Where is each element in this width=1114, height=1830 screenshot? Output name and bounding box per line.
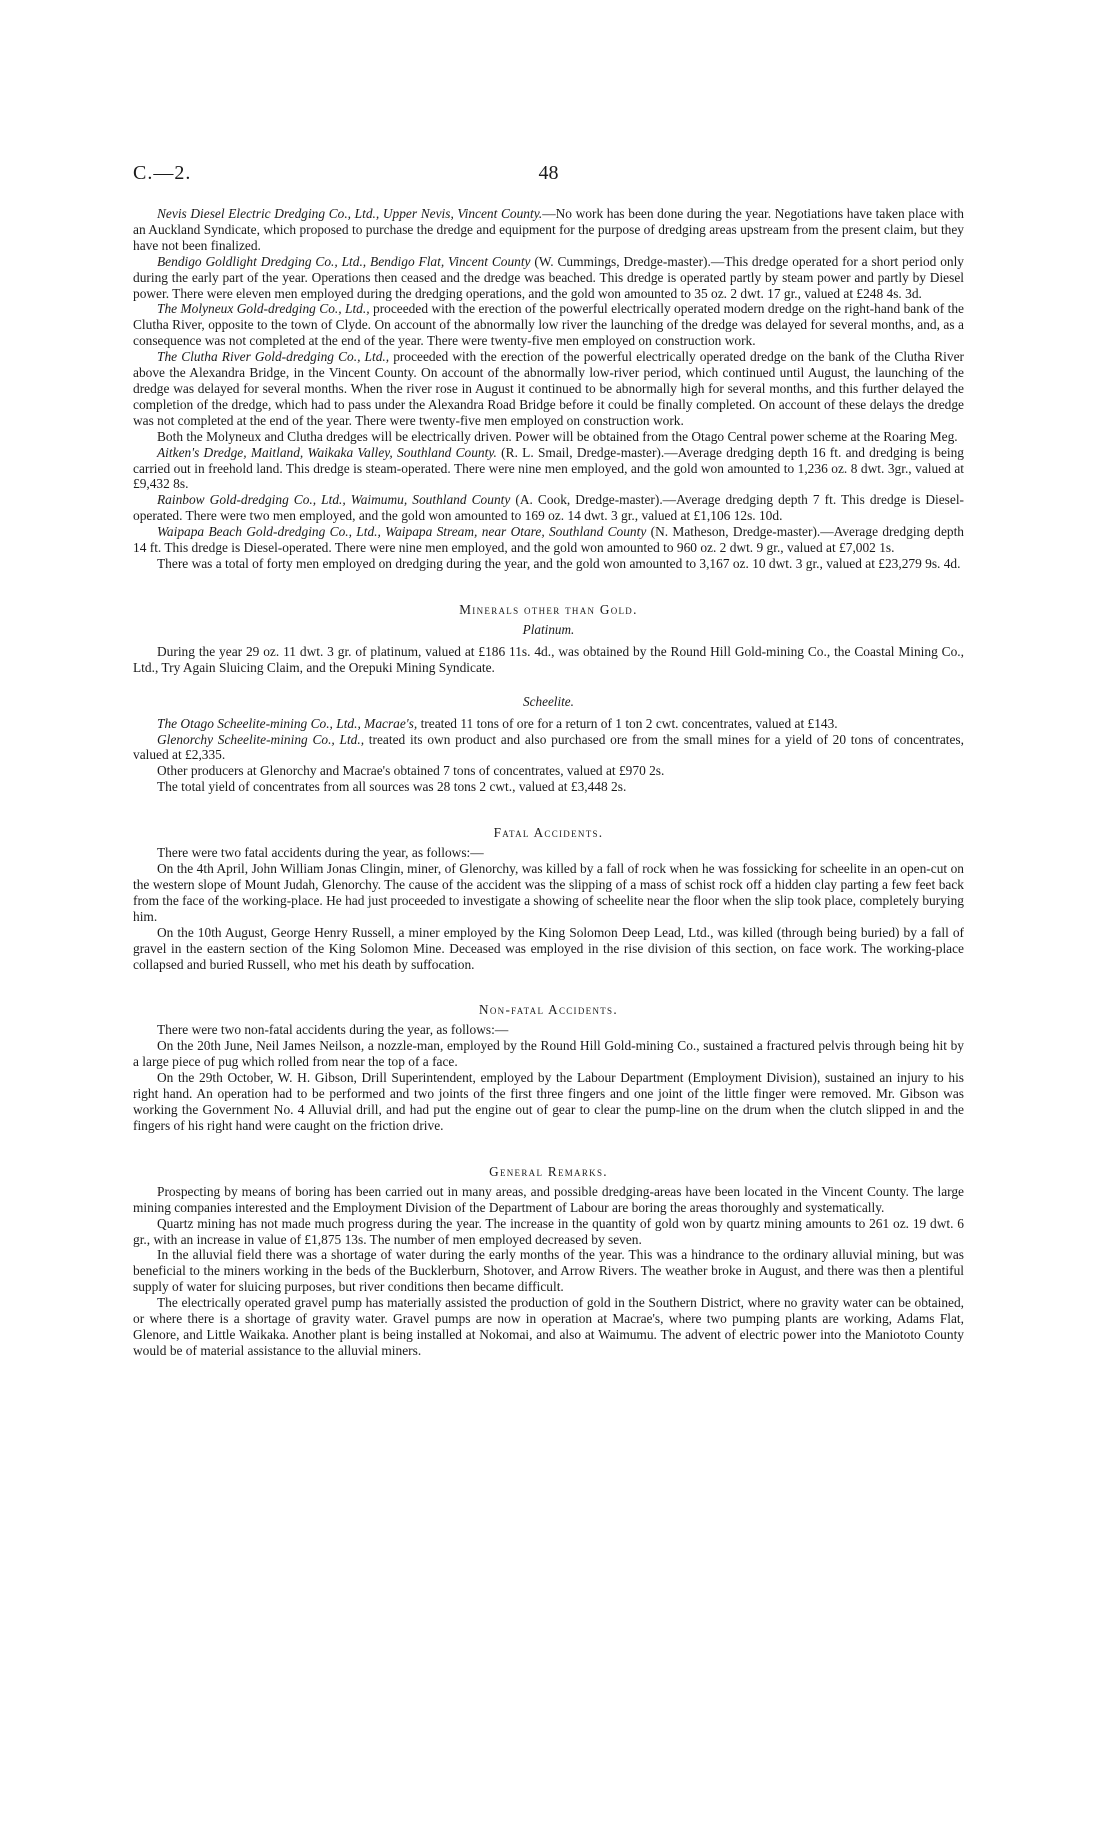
paragraph-text: There was a total of forty men employed on dredging during the year, and the gold won amounted to 3,167 oz. 10 dwt. 3 gr., valued at £23,279 9s. 4d. <box>157 555 961 571</box>
company-name: Nevis Diesel Electric Dredging Co., Ltd., Upper Nevis, Vincent County. <box>157 206 543 221</box>
paragraph-rainbow <box>133 492 964 524</box>
paragraph-text: proceeded with the erection of the powerful electrically operated dredge on the bank of the Clutha River above the Alexandra Bridge, in the Vincent County. On account of the abnormally low-river period, which continued until August, the launching of the dredge was delayed for several months. When the river rose in August it continued to be abnormally high for several months, and this further delayed the completion of the dredge, which had to pass under the Alexandra Road Bridge before it could be finally completed. On account of these delays the dredge was not completed at the end of the year. There were twenty-five men employed on construction work. <box>133 349 964 428</box>
paragraph-scheelite-total <box>133 779 964 795</box>
section-heading-non-fatal-accidents: Non-fatal Accidents. <box>479 1002 618 1018</box>
paragraph-text: (W. Cummings, Dredge-master).—This dredge operated for a short period only during the early part of the year. Operations then ceased and the dredge was beached. This dredge is operated partly by steam power and partly by Diesel power. There were eleven men employed during the dredging operations, and the gold won amounted to 35 oz. 2 dwt. 17 gr., valued at £248 4s. 3d. <box>133 253 965 301</box>
paragraph-text: (R. L. Smail, Dredge-master).—Average dredging depth 16 ft. and dredging is being carried out in freehold land. This dredge is steam-operated. There were nine men employed, and the gold won amounted to 1,236 oz. 8 dwt. 3gr., valued at £9,432 8s. <box>133 444 965 492</box>
subheading-platinum: Platinum. <box>522 621 575 637</box>
paragraph-molyneux <box>133 301 964 349</box>
paragraph-nevis <box>133 206 964 254</box>
paragraph-text: Other producers at Glenorchy and Macrae's obtained 7 tons of concentrates, valued at £970 2s. <box>157 763 665 779</box>
company-name: Aitken's Dredge, Maitland, Waikaka Valley, Southland County. <box>157 444 497 460</box>
company-name: The Clutha River Gold-dredging Co., Ltd., <box>157 349 390 365</box>
non-fatal-accidents-section <box>133 1002 964 1133</box>
paragraph-dredging-total <box>133 556 964 572</box>
paragraph-glenorchy-scheelite <box>133 732 964 764</box>
paragraph-fatal-russell <box>133 925 964 973</box>
paragraph-text: In the alluvial field there was a shortage of water during the early months of the year. This was a hindrance to the ordinary alluvial mining, but was beneficial to the miners working in the beds of the Bucklerburn, Shotover, and Arrow Rivers. The weather broke in August, and there was then a plentiful supply of water for sluicing purposes, but river conditions then became difficult. <box>133 1247 964 1295</box>
paragraph-aitken <box>133 445 964 493</box>
paragraph-text: On the 10th August, George Henry Russell, a miner employed by the King Solomon Deep Lead, Ltd., was killed (through being buried) by a fall of gravel in the eastern section of the King Solomon Mine. Deceased was employed in the rise division of this section, on face work. The working-place collapsed and buried Russell, who met his death by suffocation. <box>133 924 964 972</box>
document-reference: C.—2. <box>133 162 192 184</box>
paragraph-text: The electrically operated gravel pump has materially assisted the production of gold in the Southern District, where no gravity water can be obtained, or where there is a shortage of gravity water. Gravel pumps are now in operation at Macrae's, where two pumping plants are working, Adams Flat, Glenore, and Little Waikaka. Another plant is being installed at Nokomai, and also at Waimumu. The advent of electric power into the Maniototo County would be of material assistance to the alluvial miners. <box>133 1295 964 1358</box>
company-name: Rainbow Gold-dredging Co., Ltd., Waimumu, Southland County <box>157 492 511 508</box>
section-heading-minerals: Minerals other than Gold. <box>459 601 638 617</box>
general-remarks-section <box>133 1164 964 1359</box>
section-heading-general-remarks: General Remarks. <box>489 1163 608 1179</box>
paragraph-other-producers <box>133 763 964 779</box>
paragraph-text: —No work has been done during the year. Negotiations have taken place with an Auckland Syndicate, which proposed to purchase the dredge and equipment for the purpose of dredging areas upstream from the present claim, but they have not been finalized. <box>133 206 964 253</box>
page-header <box>133 162 964 192</box>
paragraph-text: treated its own product and also purchased ore from the small mines for a yield of 20 tons of concentrates, valued at £2,335. <box>133 731 964 763</box>
paragraph-platinum <box>133 644 964 676</box>
paragraph-text: During the year 29 oz. 11 dwt. 3 gr. of platinum, valued at £186 11s. 4d., was obtained by the Round Hill Gold-mining Co., the Coastal Mining Co., Ltd., Try Again Sluicing Claim, and the Orepuki Mining Syndicate. <box>133 643 964 675</box>
paragraph-text: proceeded with the erection of the powerful electrically operated modern dredge on the right-hand bank of the Clutha River, opposite to the town of Clyde. On account of the abnormally low river the launching of the dredge was delayed for several months, and, as a consequence was not completed at the end of the year. There were twenty-five men employed on construction work. <box>133 301 964 349</box>
company-name: Bendigo Goldlight Dredging Co., Ltd., Bendigo Flat, Vincent County <box>157 253 531 269</box>
subheading-scheelite: Scheelite. <box>523 693 574 709</box>
paragraph-text: There were two non-fatal accidents during the year, as follows:— <box>157 1022 509 1038</box>
paragraph-text: Quartz mining has not made much progress during the year. The increase in the quantity of gold won by quartz mining amounts to 261 oz. 19 dwt. 6 gr., with an increase in value of £1,875 13s. The number of men employed decreased by seven. <box>133 1215 964 1247</box>
paragraph-nonfatal-gibson <box>133 1070 964 1134</box>
paragraph-bendigo <box>133 254 964 302</box>
paragraph-alluvial-field <box>133 1247 964 1295</box>
minerals-section <box>133 602 964 795</box>
paragraph-gravel-pump <box>133 1295 964 1359</box>
paragraph-power <box>133 429 964 445</box>
paragraph-text: Both the Molyneux and Clutha dredges will be electrically driven. Power will be obtained from the Otago Central power scheme at the Roaring Meg. <box>157 428 958 444</box>
dredging-section <box>133 206 964 572</box>
page-number: 48 <box>538 162 559 184</box>
paragraph-quartz-mining <box>133 1216 964 1248</box>
paragraph-text: There were two fatal accidents during the year, as follows:— <box>157 845 484 861</box>
paragraph-waipapa <box>133 524 964 556</box>
paragraph-prospecting <box>133 1184 964 1216</box>
paragraph-text: On the 4th April, John William Jonas Clingin, miner, of Glenorchy, was killed by a fall of rock when he was fossicking for scheelite in an open-cut on the western slope of Mount Judah, Glenorchy. The cause of the accident was the slipping of a mass of schist rock off a hidden clay parting a few feet back from the face of the working-place. He had just proceeded to investigate a showing of scheelite near the floor when the slip took place, completely burying him. <box>133 861 964 924</box>
company-name: Waipapa Beach Gold-dredging Co., Ltd., Waipapa Stream, near Otare, Southland County <box>157 524 647 540</box>
company-name: The Otago Scheelite-mining Co., Ltd., Macrae's, <box>157 715 418 731</box>
fatal-accidents-section <box>133 825 964 972</box>
paragraph-text: (N. Matheson, Dredge-master).—Average dredging depth 14 ft. This dredge is Diesel-operated. There were nine men employed, and the gold won amounted to 960 oz. 2 dwt. 9 gr., valued at £7,002 1s. <box>133 524 964 556</box>
section-heading-fatal-accidents: Fatal Accidents. <box>493 825 604 841</box>
company-name: Glenorchy Scheelite-mining Co., Ltd., <box>157 731 365 747</box>
paragraph-nonfatal-neilson <box>133 1038 964 1070</box>
paragraph-text: The total yield of concentrates from all sources was 28 tons 2 cwt., valued at £3,448 2s. <box>157 779 627 795</box>
paragraph-fatal-clingin <box>133 861 964 925</box>
paragraph-text: (A. Cook, Dredge-master).—Average dredging depth 7 ft. This dredge is Diesel-operated. There were two men employed, and the gold won amounted to 169 oz. 14 dwt. 3 gr., valued at £1,106 12s. 10d. <box>133 492 964 524</box>
company-name: The Molyneux Gold-dredging Co., Ltd., <box>157 301 370 317</box>
paragraph-nonfatal-intro <box>133 1022 964 1038</box>
paragraph-otago-scheelite <box>133 716 964 732</box>
paragraph-text: On the 20th June, Neil James Neilson, a nozzle-man, employed by the Round Hill Gold-mining Co., sustained a fractured pelvis through being hit by a large piece of pug which rolled from near the top of a face. <box>133 1038 964 1070</box>
paragraph-text: Prospecting by means of boring has been carried out in many areas, and possible dredging-areas have been located in the Vincent County. The large mining companies interested and the Employment Division of the Department of Labour are boring the areas thoroughly and systematically. <box>133 1183 964 1215</box>
paragraph-clutha <box>133 349 964 429</box>
paragraph-text: On the 29th October, W. H. Gibson, Drill Superintendent, employed by the Labour Department (Employment Division), sustained an injury to his right hand. An operation had to be performed and two joints of the first three fingers and one joint of the little finger were removed. Mr. Gibson was working the Government No. 4 Alluvial drill, and had put the engine out of gear to clear the pump-line on the drum when the clutch slipped in and the fingers of his right hand were caught on the friction drive. <box>133 1070 964 1133</box>
paragraph-text: treated 11 tons of ore for a return of 1 ton 2 cwt. concentrates, valued at £143. <box>417 715 838 731</box>
paragraph-fatal-intro <box>133 845 964 861</box>
